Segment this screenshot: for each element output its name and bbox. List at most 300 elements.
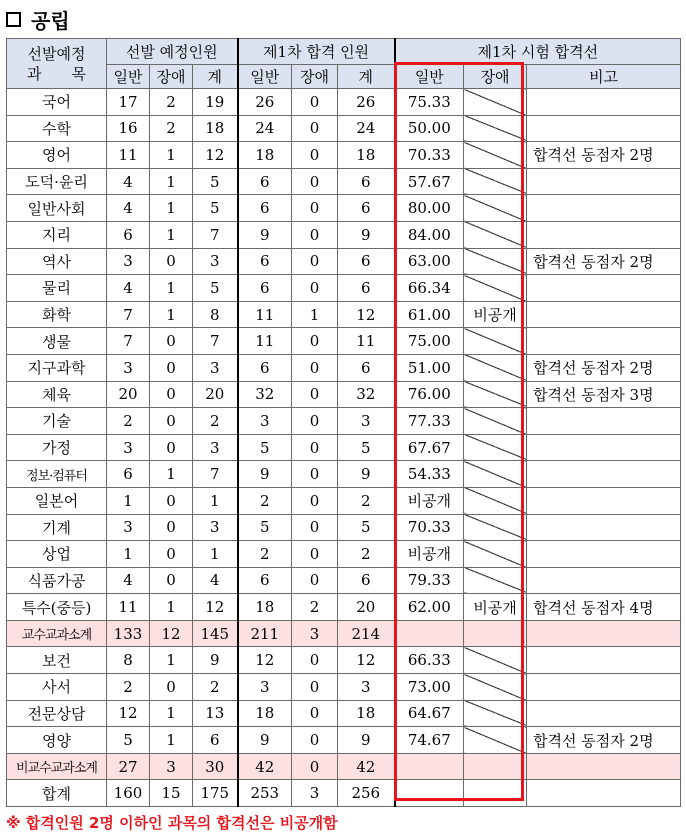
cell-cutoff-general: 77.33	[395, 408, 464, 435]
cell-passed-disabled: 0	[292, 115, 338, 142]
cell-cutoff-disabled	[464, 753, 527, 780]
cell-passed-total: 256	[338, 780, 395, 807]
cell-cutoff-disabled	[464, 780, 527, 807]
table-row	[7, 301, 681, 328]
cell-planned-total: 3	[193, 434, 238, 461]
cell-cutoff-disabled	[464, 647, 527, 674]
cell-planned-disabled: 1	[150, 461, 193, 488]
cell-subject: 합계	[7, 780, 107, 807]
table-row	[7, 461, 681, 488]
cell-planned-total: 7	[193, 461, 238, 488]
header-passed: 제1차 합격 인원	[238, 39, 395, 65]
cell-passed-total: 2	[338, 541, 395, 568]
footnote: ※ 합격인원 2명 이하인 과목의 합격선은 비공개함	[6, 813, 338, 832]
cell-passed-total: 24	[338, 115, 395, 142]
cell-cutoff-disabled	[464, 248, 527, 275]
cell-cutoff-disabled	[464, 328, 527, 355]
table-row	[7, 541, 681, 568]
cell-subject: 영양	[7, 727, 107, 754]
cell-planned-total: 2	[193, 408, 238, 435]
header-cutoff: 제1차 시험 합격선	[395, 39, 681, 65]
table-row	[7, 727, 681, 754]
cell-planned-general: 11	[107, 142, 150, 169]
cell-subject: 전문상담	[7, 700, 107, 727]
cell-cutoff-general	[395, 620, 464, 647]
cell-cutoff-general: 67.67	[395, 434, 464, 461]
cell-planned-general: 27	[107, 753, 150, 780]
table-row	[7, 115, 681, 142]
table-row	[7, 221, 681, 248]
cell-passed-general: 32	[238, 381, 292, 408]
cell-passed-disabled: 3	[292, 780, 338, 807]
cell-passed-general: 211	[238, 620, 292, 647]
cell-remark	[527, 567, 681, 594]
cell-planned-general: 6	[107, 461, 150, 488]
cell-passed-general: 6	[238, 275, 292, 302]
header-planned-total: 계	[193, 65, 238, 89]
cell-subject: 기계	[7, 514, 107, 541]
cell-passed-disabled: 0	[292, 89, 338, 116]
cell-cutoff-general: 비공개	[395, 487, 464, 514]
cell-planned-total: 19	[193, 89, 238, 116]
cell-passed-disabled: 0	[292, 461, 338, 488]
cell-cutoff-disabled	[464, 514, 527, 541]
header-cutoff-general: 일반	[395, 65, 464, 89]
table-row	[7, 408, 681, 435]
cell-planned-general: 1	[107, 487, 150, 514]
cell-cutoff-general: 63.00	[395, 248, 464, 275]
cell-planned-general: 11	[107, 594, 150, 621]
table-row	[7, 487, 681, 514]
cell-cutoff-disabled	[464, 620, 527, 647]
cell-cutoff-general: 76.00	[395, 381, 464, 408]
cell-passed-general: 9	[238, 727, 292, 754]
cell-cutoff-general: 50.00	[395, 115, 464, 142]
cell-planned-general: 3	[107, 434, 150, 461]
section-title	[6, 4, 70, 34]
cell-planned-general: 8	[107, 647, 150, 674]
cell-passed-total: 6	[338, 168, 395, 195]
cell-passed-total: 32	[338, 381, 395, 408]
cell-passed-disabled: 3	[292, 620, 338, 647]
cell-subject: 물리	[7, 275, 107, 302]
cell-planned-disabled: 0	[150, 514, 193, 541]
cell-remark	[527, 674, 681, 701]
cell-cutoff-general: 57.67	[395, 168, 464, 195]
cell-cutoff-general: 75.33	[395, 89, 464, 116]
cell-passed-total: 42	[338, 753, 395, 780]
cell-passed-total: 5	[338, 514, 395, 541]
cell-planned-total: 3	[193, 514, 238, 541]
cell-planned-disabled: 0	[150, 381, 193, 408]
cell-planned-total: 12	[193, 142, 238, 169]
cell-subject: 일반사회	[7, 195, 107, 222]
cell-planned-total: 7	[193, 221, 238, 248]
table-row	[7, 142, 681, 169]
cell-passed-disabled: 0	[292, 328, 338, 355]
cell-passed-disabled: 0	[292, 408, 338, 435]
cell-planned-disabled: 0	[150, 408, 193, 435]
cell-passed-total: 6	[338, 248, 395, 275]
cell-passed-total: 20	[338, 594, 395, 621]
table-row	[7, 647, 681, 674]
cell-planned-total: 4	[193, 567, 238, 594]
cell-passed-total: 26	[338, 89, 395, 116]
cell-passed-disabled: 0	[292, 727, 338, 754]
cell-passed-total: 12	[338, 647, 395, 674]
cell-planned-total: 30	[193, 753, 238, 780]
subtotal-row	[7, 620, 681, 647]
cell-remark: 합격선 동점자 2명	[527, 248, 681, 275]
cell-passed-general: 24	[238, 115, 292, 142]
cell-cutoff-disabled	[464, 408, 527, 435]
cell-remark: 합격선 동점자 3명	[527, 381, 681, 408]
cell-passed-disabled: 2	[292, 594, 338, 621]
cell-cutoff-general: 84.00	[395, 221, 464, 248]
cell-cutoff-disabled	[464, 700, 527, 727]
cell-planned-disabled: 0	[150, 354, 193, 381]
cell-passed-general: 11	[238, 328, 292, 355]
cell-passed-disabled: 0	[292, 354, 338, 381]
cell-passed-disabled: 0	[292, 275, 338, 302]
cell-passed-general: 18	[238, 594, 292, 621]
cell-planned-disabled: 0	[150, 434, 193, 461]
cell-cutoff-general: 54.33	[395, 461, 464, 488]
cell-subject: 기술	[7, 408, 107, 435]
cell-passed-general: 6	[238, 168, 292, 195]
cell-planned-total: 7	[193, 328, 238, 355]
cell-subject: 교수교과소계	[7, 620, 107, 647]
cell-passed-total: 6	[338, 275, 395, 302]
cell-remark	[527, 647, 681, 674]
cell-passed-general: 6	[238, 248, 292, 275]
cell-passed-general: 3	[238, 408, 292, 435]
cell-planned-total: 5	[193, 275, 238, 302]
cell-planned-general: 6	[107, 221, 150, 248]
cell-subject: 가정	[7, 434, 107, 461]
header-subject: 선발예정 과 목	[7, 39, 107, 89]
cell-planned-general: 2	[107, 674, 150, 701]
cell-planned-general: 20	[107, 381, 150, 408]
cell-cutoff-disabled	[464, 221, 527, 248]
cell-cutoff-general: 80.00	[395, 195, 464, 222]
cell-planned-disabled: 1	[150, 301, 193, 328]
cell-remark	[527, 408, 681, 435]
cell-cutoff-disabled	[464, 434, 527, 461]
cell-passed-total: 6	[338, 195, 395, 222]
cell-planned-total: 5	[193, 168, 238, 195]
table-row	[7, 567, 681, 594]
section-title-text: 공립	[31, 8, 70, 33]
cell-planned-total: 9	[193, 647, 238, 674]
cell-remark: 합격선 동점자 2명	[527, 727, 681, 754]
cell-subject: 지리	[7, 221, 107, 248]
table-row	[7, 514, 681, 541]
cell-cutoff-disabled	[464, 461, 527, 488]
cell-remark	[527, 780, 681, 807]
cell-planned-disabled: 1	[150, 221, 193, 248]
cell-remark: 합격선 동점자 4명	[527, 594, 681, 621]
cell-passed-total: 18	[338, 142, 395, 169]
cell-remark	[527, 275, 681, 302]
cell-cutoff-disabled	[464, 168, 527, 195]
cell-subject: 비교수교과소계	[7, 753, 107, 780]
results-table	[6, 38, 681, 807]
cell-cutoff-disabled	[464, 487, 527, 514]
cell-planned-disabled: 1	[150, 142, 193, 169]
cell-remark	[527, 541, 681, 568]
cell-planned-total: 2	[193, 674, 238, 701]
cell-passed-total: 2	[338, 487, 395, 514]
cell-planned-general: 2	[107, 408, 150, 435]
cell-planned-total: 12	[193, 594, 238, 621]
cell-passed-general: 9	[238, 221, 292, 248]
cell-planned-disabled: 1	[150, 275, 193, 302]
cell-planned-disabled: 1	[150, 168, 193, 195]
cell-subject: 화학	[7, 301, 107, 328]
cell-cutoff-general: 70.33	[395, 514, 464, 541]
cell-subject: 수학	[7, 115, 107, 142]
cell-passed-disabled: 0	[292, 753, 338, 780]
cell-planned-general: 1	[107, 541, 150, 568]
table-row	[7, 381, 681, 408]
cell-remark	[527, 301, 681, 328]
cell-planned-disabled: 15	[150, 780, 193, 807]
cell-passed-general: 18	[238, 142, 292, 169]
cell-planned-general: 4	[107, 567, 150, 594]
cell-passed-general: 9	[238, 461, 292, 488]
cell-planned-general: 12	[107, 700, 150, 727]
cell-planned-disabled: 2	[150, 89, 193, 116]
cell-planned-general: 3	[107, 248, 150, 275]
cell-passed-general: 42	[238, 753, 292, 780]
cell-cutoff-disabled	[464, 275, 527, 302]
cell-planned-total: 8	[193, 301, 238, 328]
cell-planned-disabled: 0	[150, 487, 193, 514]
header-passed-general: 일반	[238, 65, 292, 89]
cell-passed-disabled: 0	[292, 221, 338, 248]
cell-passed-total: 3	[338, 408, 395, 435]
cell-cutoff-general: 73.00	[395, 674, 464, 701]
cell-remark	[527, 221, 681, 248]
square-bullet-icon	[6, 12, 21, 27]
cell-passed-total: 6	[338, 354, 395, 381]
cell-cutoff-general: 75.00	[395, 328, 464, 355]
cell-planned-total: 13	[193, 700, 238, 727]
cell-subject: 영어	[7, 142, 107, 169]
subtotal-row	[7, 753, 681, 780]
cell-planned-general: 3	[107, 354, 150, 381]
table-row	[7, 780, 681, 807]
cell-cutoff-disabled	[464, 727, 527, 754]
cell-remark	[527, 89, 681, 116]
table-row	[7, 700, 681, 727]
header-passed-disabled: 장애	[292, 65, 338, 89]
cell-cutoff-general	[395, 753, 464, 780]
cell-subject: 지구과학	[7, 354, 107, 381]
cell-planned-total: 6	[193, 727, 238, 754]
cell-planned-general: 17	[107, 89, 150, 116]
cell-planned-general: 4	[107, 168, 150, 195]
cell-passed-general: 12	[238, 647, 292, 674]
cell-passed-disabled: 0	[292, 674, 338, 701]
header-cutoff-disabled: 장애	[464, 65, 527, 89]
cell-planned-disabled: 1	[150, 700, 193, 727]
cell-subject: 정보·컴퓨터	[7, 461, 107, 488]
cell-remark	[527, 195, 681, 222]
cell-remark	[527, 328, 681, 355]
cell-planned-total: 1	[193, 487, 238, 514]
cell-subject: 식품가공	[7, 567, 107, 594]
cell-planned-total: 5	[193, 195, 238, 222]
cell-planned-disabled: 12	[150, 620, 193, 647]
cell-passed-total: 214	[338, 620, 395, 647]
cell-passed-disabled: 1	[292, 301, 338, 328]
header-remark: 비고	[527, 65, 681, 89]
cell-planned-disabled: 1	[150, 647, 193, 674]
cell-planned-disabled: 0	[150, 541, 193, 568]
cell-cutoff-general: 62.00	[395, 594, 464, 621]
cell-passed-total: 18	[338, 700, 395, 727]
cell-subject: 생물	[7, 328, 107, 355]
cell-cutoff-disabled	[464, 89, 527, 116]
cell-passed-general: 2	[238, 487, 292, 514]
cell-cutoff-disabled	[464, 354, 527, 381]
header-planned-disabled: 장애	[150, 65, 193, 89]
cell-planned-total: 3	[193, 354, 238, 381]
cell-cutoff-general: 61.00	[395, 301, 464, 328]
cell-passed-disabled: 0	[292, 142, 338, 169]
cell-cutoff-disabled: 비공개	[464, 301, 527, 328]
cell-passed-total: 9	[338, 221, 395, 248]
cell-remark: 합격선 동점자 2명	[527, 354, 681, 381]
cell-remark	[527, 620, 681, 647]
cell-planned-general: 4	[107, 195, 150, 222]
cell-passed-disabled: 0	[292, 248, 338, 275]
cell-cutoff-disabled: 비공개	[464, 594, 527, 621]
cell-planned-disabled: 0	[150, 328, 193, 355]
cell-planned-general: 7	[107, 328, 150, 355]
header-passed-total: 계	[338, 65, 395, 89]
cell-cutoff-disabled	[464, 567, 527, 594]
table-row	[7, 275, 681, 302]
cell-planned-general: 4	[107, 275, 150, 302]
cell-remark: 합격선 동점자 2명	[527, 142, 681, 169]
cell-cutoff-general: 70.33	[395, 142, 464, 169]
cell-planned-total: 18	[193, 115, 238, 142]
cell-planned-total: 175	[193, 780, 238, 807]
table-row	[7, 89, 681, 116]
cell-subject: 보건	[7, 647, 107, 674]
table-row	[7, 168, 681, 195]
cell-passed-disabled: 0	[292, 434, 338, 461]
cell-remark	[527, 168, 681, 195]
cell-passed-disabled: 0	[292, 647, 338, 674]
cell-subject: 상업	[7, 541, 107, 568]
cell-planned-total: 20	[193, 381, 238, 408]
cell-remark	[527, 514, 681, 541]
cell-planned-disabled: 3	[150, 753, 193, 780]
table-row	[7, 594, 681, 621]
cell-cutoff-disabled	[464, 142, 527, 169]
cell-passed-total: 9	[338, 727, 395, 754]
cell-planned-total: 3	[193, 248, 238, 275]
table-row	[7, 328, 681, 355]
cell-cutoff-general: 74.67	[395, 727, 464, 754]
cell-subject: 국어	[7, 89, 107, 116]
cell-passed-general: 5	[238, 434, 292, 461]
cell-cutoff-disabled	[464, 381, 527, 408]
cell-subject: 특수(중등)	[7, 594, 107, 621]
cell-passed-disabled: 0	[292, 514, 338, 541]
cell-passed-disabled: 0	[292, 168, 338, 195]
cell-cutoff-general: 51.00	[395, 354, 464, 381]
cell-passed-general: 6	[238, 354, 292, 381]
header-planned-general: 일반	[107, 65, 150, 89]
cell-subject: 도덕·윤리	[7, 168, 107, 195]
cell-remark	[527, 700, 681, 727]
cell-subject: 역사	[7, 248, 107, 275]
header-planned: 선발 예정인원	[107, 39, 238, 65]
cell-passed-disabled: 0	[292, 700, 338, 727]
cell-passed-total: 11	[338, 328, 395, 355]
cell-planned-disabled: 0	[150, 248, 193, 275]
results-table-body	[7, 89, 681, 807]
cell-planned-disabled: 0	[150, 567, 193, 594]
cell-passed-general: 6	[238, 195, 292, 222]
cell-cutoff-general: 66.34	[395, 275, 464, 302]
cell-cutoff-disabled	[464, 541, 527, 568]
cell-planned-disabled: 0	[150, 674, 193, 701]
cell-passed-general: 5	[238, 514, 292, 541]
cell-passed-disabled: 0	[292, 567, 338, 594]
cell-planned-general: 133	[107, 620, 150, 647]
cell-passed-disabled: 0	[292, 487, 338, 514]
cell-planned-general: 16	[107, 115, 150, 142]
cell-passed-general: 26	[238, 89, 292, 116]
cell-passed-general: 3	[238, 674, 292, 701]
cell-passed-disabled: 0	[292, 541, 338, 568]
cell-cutoff-general: 79.33	[395, 567, 464, 594]
cell-cutoff-general	[395, 780, 464, 807]
cell-planned-general: 5	[107, 727, 150, 754]
cell-cutoff-general: 64.67	[395, 700, 464, 727]
cell-subject: 일본어	[7, 487, 107, 514]
table-row	[7, 195, 681, 222]
cell-cutoff-general: 66.33	[395, 647, 464, 674]
cell-cutoff-disabled	[464, 195, 527, 222]
cell-planned-disabled: 1	[150, 195, 193, 222]
table-row	[7, 354, 681, 381]
cell-remark	[527, 487, 681, 514]
table-row	[7, 674, 681, 701]
cell-passed-general: 2	[238, 541, 292, 568]
cell-passed-general: 11	[238, 301, 292, 328]
table-row	[7, 434, 681, 461]
cell-cutoff-disabled	[464, 115, 527, 142]
cell-planned-disabled: 1	[150, 727, 193, 754]
cell-subject: 체육	[7, 381, 107, 408]
cell-cutoff-general: 비공개	[395, 541, 464, 568]
cell-remark	[527, 461, 681, 488]
cell-subject: 사서	[7, 674, 107, 701]
cell-passed-total: 6	[338, 567, 395, 594]
cell-passed-total: 5	[338, 434, 395, 461]
cell-passed-total: 12	[338, 301, 395, 328]
cell-planned-general: 3	[107, 514, 150, 541]
cell-planned-total: 145	[193, 620, 238, 647]
cell-remark	[527, 115, 681, 142]
